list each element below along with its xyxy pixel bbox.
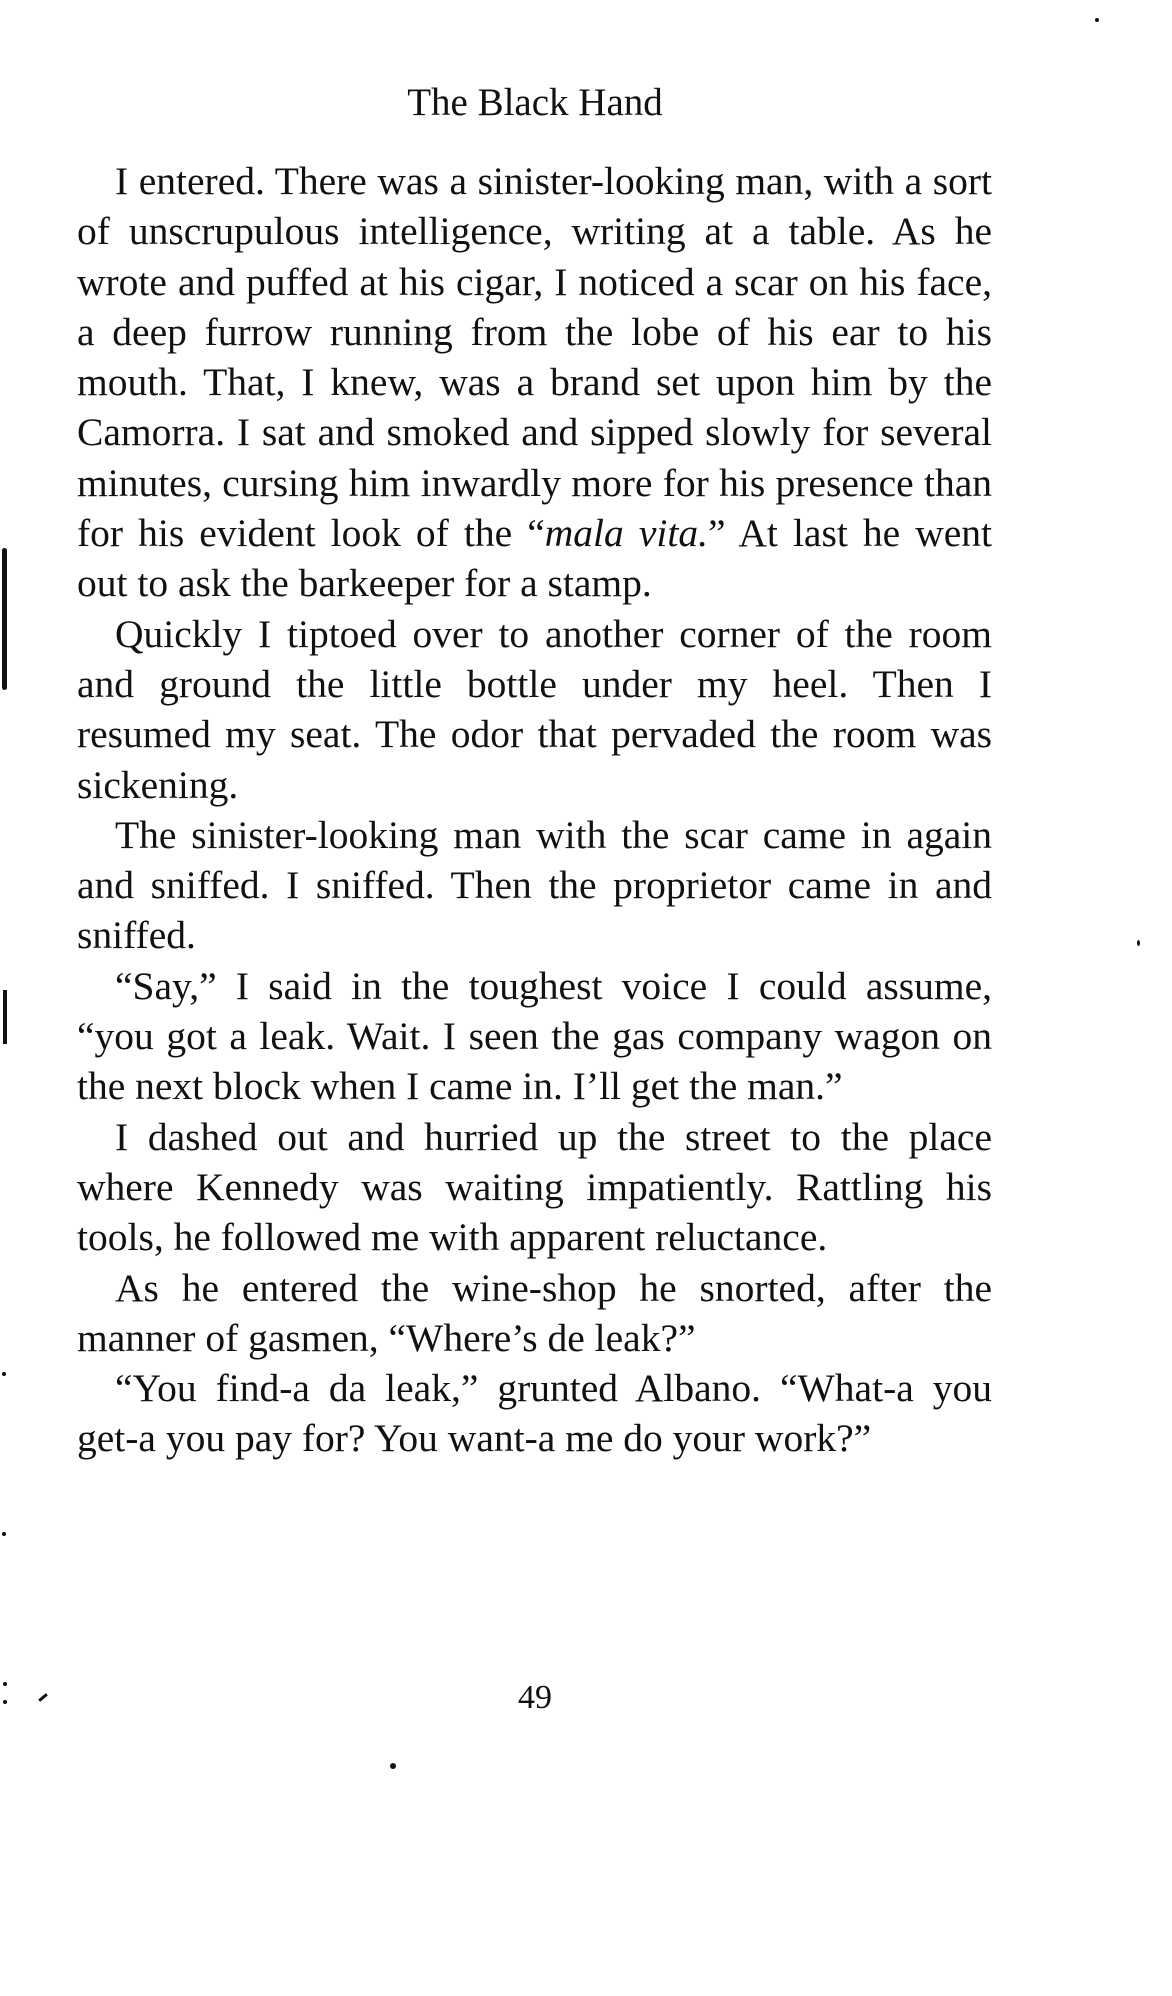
scan-artifact-mark [3, 990, 7, 1044]
scan-artifact-dot [2, 1372, 6, 1376]
paragraph-7: “You find-a da leak,” grunted Albano. “What-a you get-a you pay for? You want-a me do your work?” [77, 1366, 992, 1461]
scan-artifact-dot [1137, 940, 1140, 946]
paragraph-3: The sinister-looking man with the scar came in again and sniffed. I sniffed. Then the proprietor came in and sniffed. [77, 812, 992, 958]
scan-artifact-mark [2, 548, 7, 690]
paragraph-1-text-before: I entered. There was a sinister-looking man, with a sort of unscrupulous intelligence, writing at a table. As he wrote and puffed at his cigar, I noticed a scar on his face, a deep furrow running from the lobe of his ear to his mouth. That, I knew, was a brand set upon him by the Camorra. I sat and smoked and sipped slowly for several minutes, cursing him inwardly more for his presence than for his evident look of the “ [77, 159, 992, 556]
scan-artifact-dot [1095, 18, 1099, 22]
paragraph-1 [77, 156, 992, 609]
scan-artifact-dot [2, 1532, 6, 1536]
running-head: The Black Hand [407, 81, 663, 124]
body-text [77, 156, 992, 1464]
italic-phrase: mala vita. [544, 511, 708, 556]
paragraph-5: I dashed out and hurried up the street to the place where Kennedy was waiting impatiently. Rattling his tools, he followed me with apparent reluctance. [77, 1114, 992, 1260]
scan-artifact-dot [3, 1682, 7, 1686]
scan-artifact-dot [3, 1700, 7, 1704]
paragraph-4: “Say,” I said in the toughest voice I could assume, “you got a leak. Wait. I seen the gas company wagon on the next block when I came in. I’ll get the man.” [77, 963, 992, 1109]
paragraph-2: Quickly I tiptoed over to another corner of the room and ground the little bottle under my heel. Then I resumed my seat. The odor that pervaded the room was sickening. [77, 611, 992, 807]
scan-artifact-dot [390, 1763, 396, 1769]
paragraph-6: As he entered the wine-shop he snorted, after the manner of gasmen, “Where’s de leak?” [77, 1265, 992, 1360]
page-number: 49 [518, 1679, 552, 1716]
paragraph-1-text-after: ” At last he went out to ask the barkeeper for a stamp. [77, 511, 993, 606]
